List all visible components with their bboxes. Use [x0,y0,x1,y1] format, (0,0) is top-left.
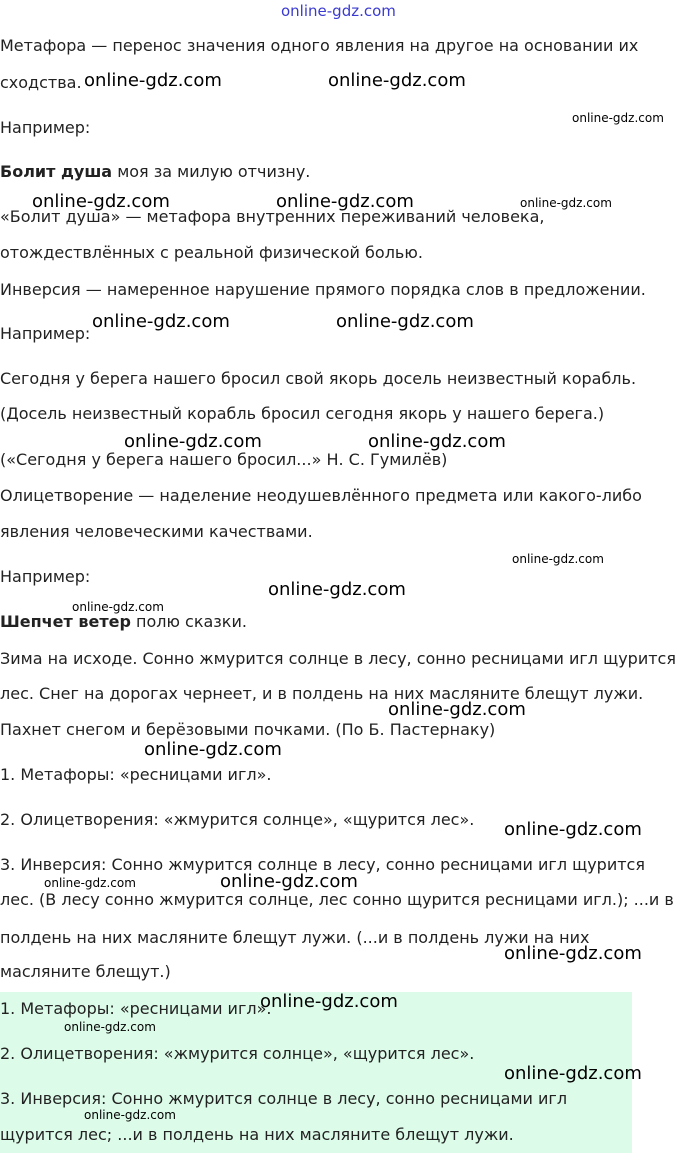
personification-example-bold: Шепчет ветер [0,612,131,631]
answer-line-1: 1. Метафоры: «ресницами игл». [0,999,272,1018]
example-label: Например: [0,324,91,343]
personification-example-rest: полю сказки. [130,612,247,631]
metaphor-example-bold: Болит душа [0,162,113,181]
watermark: online-gdz.com [504,819,642,840]
example-label: Например: [0,118,91,137]
answer-line-4: щурится лес; ...и в полдень на них масляните блещут лужи. [0,1125,514,1144]
watermark: online-gdz.com [368,431,506,452]
solution-line-3: 3. Инверсия: Сонно жмурится солнце в лесу, сонно ресницами игл щурится [0,855,645,874]
watermark: online-gdz.com [64,1020,156,1034]
watermark: online-gdz.com [512,552,604,566]
watermark: online-gdz.com [260,991,398,1012]
watermark: online-gdz.com [84,70,222,91]
inversion-source: («Сегодня у берега нашего бросил...» Н. С. Гумилёв) [0,450,448,469]
example-label: Например: [0,567,91,586]
personification-definition-line-1: Олицетворение — наделение неодушевлённого предмета или какого-либо [0,486,642,505]
inversion-definition: Инверсия — намеренное нарушение прямого порядка слов в предложении. [0,280,646,299]
task-text-line-2: лес. Снег на дорогах чернеет, и в полдень на них масляните блещут лужи. [0,684,644,703]
watermark: online-gdz.com [328,70,466,91]
metaphor-definition-line-1: Метафора — перенос значения одного явления на другое на основании их [0,36,639,55]
solution-line-6: масляните блещут.) [0,962,171,981]
task-text-line-3: Пахнет снегом и берёзовыми почками. (По Б. Пастернаку) [0,720,496,739]
watermark: online-gdz.com [72,600,164,614]
metaphor-example [0,162,310,182]
metaphor-explanation-line-2: отождествлённых с реальной физической болью. [0,243,423,262]
watermark: online-gdz.com [32,191,170,212]
watermark: online-gdz.com [144,739,282,760]
watermark: online-gdz.com [520,196,612,210]
watermark: online-gdz.com [84,1108,176,1122]
watermark: online-gdz.com [44,876,136,890]
answer-line-2: 2. Олицетворения: «жмурится солнце», «щурится лес». [0,1044,475,1063]
watermark: online-gdz.com [388,699,526,720]
watermark: online-gdz.com [572,111,664,125]
watermark: online-gdz.com [220,871,358,892]
task-text-line-1: Зима на исходе. Сонно жмурится солнце в лесу, сонно ресницами игл щурится [0,649,676,668]
watermark: online-gdz.com [504,943,642,964]
metaphor-explanation-line-1: «Болит душа» — метафора внутренних переживаний человека, [0,207,545,226]
solution-line-5: полдень на них масляните блещут лужи. (...и в полдень лужи на них [0,928,590,947]
solution-line-1: 1. Метафоры: «ресницами игл». [0,765,272,784]
answer-line-3: 3. Инверсия: Сонно жмурится солнце в лесу, сонно ресницами игл [0,1089,568,1108]
personification-example [0,612,247,632]
site-header-logo[interactable]: online-gdz.com [281,2,396,20]
personification-definition-line-2: явления человеческими качествами. [0,522,313,541]
solution-line-4: лес. (В лесу сонно жмурится солнце, лес сонно щурится ресницами игл.); ...и в [0,890,674,909]
metaphor-example-rest: моя за милую отчизну. [112,162,311,181]
inversion-example: Сегодня у берега нашего бросил свой якорь досель неизвестный корабль. [0,369,637,388]
watermark: online-gdz.com [336,311,474,332]
watermark: online-gdz.com [504,1063,642,1084]
metaphor-definition-line-2: сходства. [0,73,82,92]
solution-line-2: 2. Олицетворения: «жмурится солнце», «щурится лес». [0,810,475,829]
inversion-normal-order: (Досель неизвестный корабль бросил сегодня якорь у нашего берега.) [0,404,605,423]
watermark: online-gdz.com [268,579,406,600]
watermark: online-gdz.com [124,431,262,452]
watermark: online-gdz.com [276,191,414,212]
watermark: online-gdz.com [92,311,230,332]
